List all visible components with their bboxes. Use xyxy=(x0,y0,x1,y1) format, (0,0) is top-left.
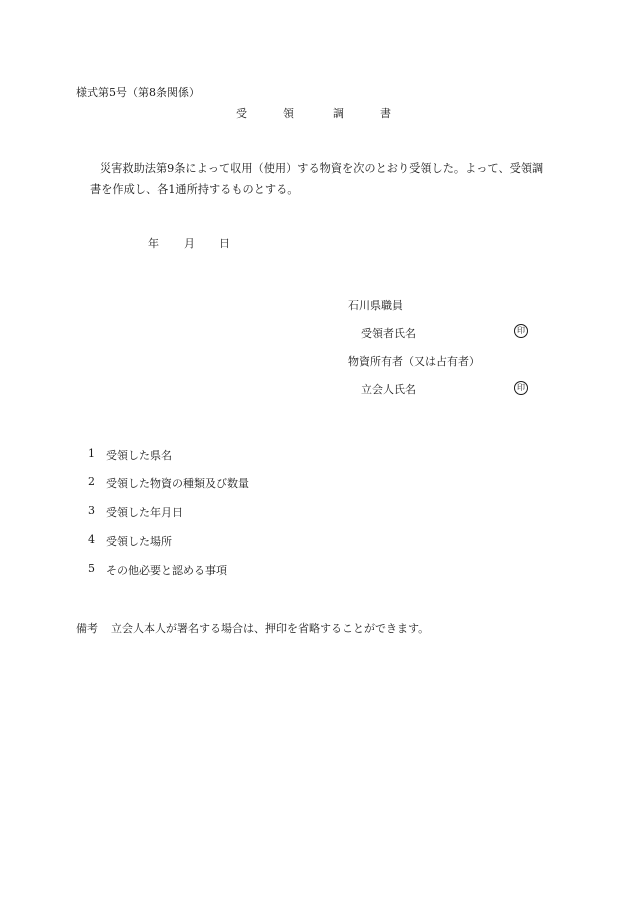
office-label: 石川県職員 xyxy=(348,299,403,312)
list-item-number: 3 xyxy=(88,504,95,517)
seal-icon: 印 xyxy=(514,324,528,338)
title-char: 書 xyxy=(380,107,391,120)
list-item-text: 受領した場所 xyxy=(106,535,172,548)
list-item-number: 4 xyxy=(88,533,95,546)
list-item-text: 受領した物資の種類及び数量 xyxy=(106,477,249,490)
form-number-label: 様式第5号（第8条関係） xyxy=(76,86,200,99)
list-item-number: 2 xyxy=(88,475,95,488)
list-item-text: 受領した年月日 xyxy=(106,506,183,519)
date-day-label: 日 xyxy=(219,237,230,250)
date-month-label: 月 xyxy=(184,237,195,250)
owner-label: 物資所有者（又は占有者） xyxy=(348,355,480,368)
remarks-text: 立会人本人が署名する場合は、押印を省略することができます。 xyxy=(111,622,430,635)
body-text-line: 災害救助法第9条によって収用（使用）する物資を次のとおり受領した。よって、受領調 xyxy=(100,162,544,175)
body-text-line: 書を作成し、各1通所持するものとする。 xyxy=(90,183,299,196)
title-char: 領 xyxy=(283,107,294,120)
date-year-label: 年 xyxy=(148,237,159,250)
witness-name-label: 立会人氏名 xyxy=(361,383,416,396)
seal-icon: 印 xyxy=(514,381,528,395)
recipient-name-label: 受領者氏名 xyxy=(361,327,416,340)
list-item-text: 受領した県名 xyxy=(106,449,172,462)
list-item-text: その他必要と認める事項 xyxy=(106,564,227,577)
title-char: 調 xyxy=(333,107,344,120)
list-item-number: 5 xyxy=(88,562,95,575)
remarks-label: 備考 xyxy=(76,622,98,635)
title-char: 受 xyxy=(236,107,247,120)
list-item-number: 1 xyxy=(88,447,95,460)
